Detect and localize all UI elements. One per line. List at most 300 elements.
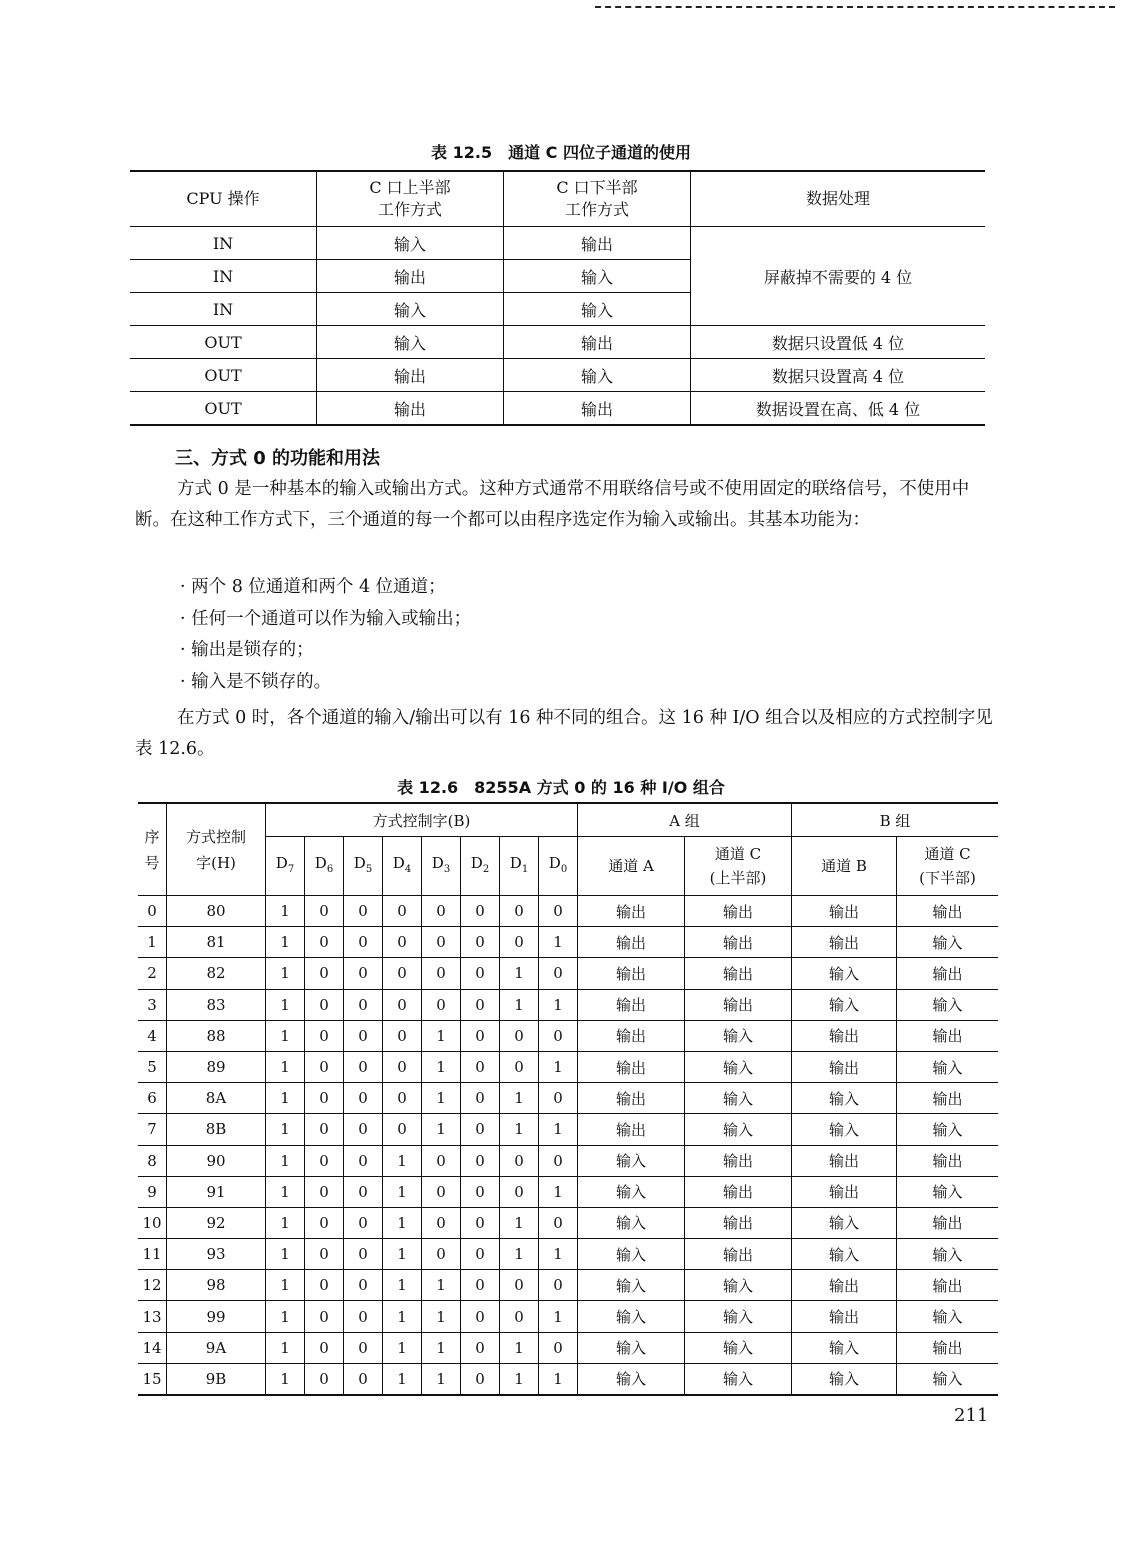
table-cell: 0	[305, 1114, 344, 1145]
table-cell: 输入	[792, 1363, 897, 1395]
bit-letter: D	[392, 853, 405, 872]
bit-index: 2	[482, 863, 490, 875]
table-cell: 0	[344, 1207, 383, 1238]
table-cell: 5	[138, 1051, 167, 1082]
table-cell: 输入	[578, 1363, 685, 1395]
table-cell: 90	[167, 1145, 266, 1176]
bit-index: 6	[326, 863, 334, 875]
table-cell: 输出	[685, 896, 792, 927]
header-c-upper	[317, 171, 504, 227]
table-cell: 9A	[167, 1332, 266, 1363]
table-cell: 1	[500, 958, 539, 989]
table-cell: 0	[500, 1176, 539, 1207]
table-cell: 输入	[897, 1301, 999, 1332]
table-cell: 0	[461, 1239, 500, 1270]
table-cell: 1	[500, 1114, 539, 1145]
table-cell: 0	[461, 1145, 500, 1176]
table-cell: 输入	[897, 927, 999, 958]
table-cell: 92	[167, 1207, 266, 1238]
header-bit	[461, 837, 500, 896]
table-cell: 输入	[897, 989, 999, 1020]
list-item: · 两个 8 位通道和两个 4 位通道；	[180, 572, 471, 604]
table-cell: 输入	[897, 1114, 999, 1145]
table-cell: 1	[266, 1301, 305, 1332]
table-cell: OUT	[130, 392, 317, 426]
table-cell: 输入	[685, 1083, 792, 1114]
table-125-body	[130, 227, 985, 426]
table-cell: 0	[305, 896, 344, 927]
table-cell: 0	[305, 1363, 344, 1395]
table-cell: 0	[344, 1145, 383, 1176]
table-cell: 3	[138, 989, 167, 1020]
table-cell: 输入	[578, 1207, 685, 1238]
table-cell: 1	[539, 1363, 578, 1395]
table-cell: 1	[500, 1083, 539, 1114]
table-cell: 1	[266, 1239, 305, 1270]
table-cell: 0	[539, 896, 578, 927]
table-cell: 0	[344, 1114, 383, 1145]
header-seq-text: 序号	[144, 827, 160, 872]
table-cell: 0	[422, 1207, 461, 1238]
table-cell: 1	[422, 1083, 461, 1114]
header-c-lower-line2: 工作方式	[564, 200, 629, 219]
table-cell: 1	[422, 1020, 461, 1051]
table-cell: 输出	[792, 1145, 897, 1176]
table-cell: 输出	[897, 1020, 999, 1051]
table-row	[138, 1270, 998, 1301]
table-125-caption: 表 12.5 通道 C 四位子通道的使用	[431, 143, 691, 162]
table-cell: 0	[422, 1145, 461, 1176]
scan-dash-line	[595, 6, 1115, 8]
table-cell: 0	[461, 927, 500, 958]
bit-letter: D	[353, 853, 366, 872]
header-bit	[266, 837, 305, 896]
header-bit	[383, 837, 422, 896]
section-heading: 三、方式 0 的功能和用法	[175, 448, 381, 469]
table-row	[138, 1301, 998, 1332]
table-cell: 1	[422, 1270, 461, 1301]
page-number: 211	[954, 1405, 989, 1426]
table-cell: 输入	[897, 1051, 999, 1082]
table-cell: 15	[138, 1363, 167, 1395]
table-cell: 1	[422, 1301, 461, 1332]
table-cell: 0	[500, 896, 539, 927]
table-row	[138, 1083, 998, 1114]
list-item: · 任何一个通道可以作为输入或输出；	[180, 604, 471, 636]
table-cell: 0	[539, 1332, 578, 1363]
table-cell: 98	[167, 1270, 266, 1301]
table-cell: 0	[383, 1083, 422, 1114]
table-cell: 输出	[578, 896, 685, 927]
table-cell: 81	[167, 927, 266, 958]
table-row	[138, 896, 998, 927]
table-cell: 0	[305, 958, 344, 989]
table-cell: 0	[344, 896, 383, 927]
table-cell: 输出	[685, 1239, 792, 1270]
table-cell: 0	[305, 1239, 344, 1270]
table-cell: 0	[344, 1301, 383, 1332]
header-channel-c-lower-l1: 通道 C	[924, 845, 971, 863]
table-cell: 10	[138, 1207, 167, 1238]
table-cell: 1	[138, 927, 167, 958]
table-cell: 1	[383, 1239, 422, 1270]
table-cell: 输入	[685, 1270, 792, 1301]
table-cell: 2	[138, 958, 167, 989]
merged-data-note: 屏蔽掉不需要的 4 位	[691, 227, 986, 326]
bit-index: 7	[287, 863, 295, 875]
bit-index: 1	[521, 863, 529, 875]
table-cell: 1	[266, 927, 305, 958]
table-cell: 1	[500, 1207, 539, 1238]
header-channel-c-upper	[685, 837, 792, 896]
table-cell: 0	[383, 1051, 422, 1082]
table-cell: 输入	[578, 1270, 685, 1301]
table-cell: 输出	[685, 1207, 792, 1238]
list-item: · 输入是不锁存的。	[180, 667, 471, 699]
header-channel-c-lower	[897, 837, 999, 896]
table-cell: 输出	[897, 1083, 999, 1114]
table-cell: 输入	[792, 1083, 897, 1114]
table-cell: 0	[344, 1083, 383, 1114]
table-cell: 输出	[504, 227, 691, 260]
table-cell: 输入	[685, 1051, 792, 1082]
table-cell: 0	[422, 1176, 461, 1207]
table-125	[130, 170, 985, 426]
table-cell: 输入	[792, 989, 897, 1020]
table-cell: 1	[539, 989, 578, 1020]
feature-list	[180, 572, 471, 698]
table-cell: 0	[344, 1270, 383, 1301]
table-cell: 0	[461, 1114, 500, 1145]
table-cell: 1	[422, 1363, 461, 1395]
table-cell: 0	[383, 1020, 422, 1051]
table-cell: 1	[383, 1207, 422, 1238]
table-cell: 输出	[317, 392, 504, 426]
table-cell: 0	[305, 1207, 344, 1238]
table-cell: 1	[422, 1114, 461, 1145]
table-cell: 1	[266, 1114, 305, 1145]
table-cell: 1	[500, 1363, 539, 1395]
table-cell: 输入	[897, 1363, 999, 1395]
table-cell: IN	[130, 293, 317, 326]
table-cell: 1	[266, 1332, 305, 1363]
table-cell: 输入	[317, 293, 504, 326]
table-cell: 输出	[578, 1114, 685, 1145]
table-cell: 0	[539, 1270, 578, 1301]
table-cell: 6	[138, 1083, 167, 1114]
header-hex-text: 方式控制字(H)	[185, 827, 246, 872]
table-cell: 输出	[792, 896, 897, 927]
table-cell: 80	[167, 896, 266, 927]
table-cell: 输出	[504, 326, 691, 359]
table-cell: 输出	[685, 1176, 792, 1207]
table-cell: 0	[500, 1145, 539, 1176]
table-cell: 数据只设置低 4 位	[691, 326, 986, 359]
table-cell: 输入	[897, 1239, 999, 1270]
table-cell: 输入	[578, 1301, 685, 1332]
table-row	[138, 1114, 998, 1145]
table-row	[138, 1207, 998, 1238]
header-c-lower-line1: C 口下半部	[556, 178, 638, 197]
table-cell: 0	[461, 1083, 500, 1114]
bit-letter: D	[314, 853, 327, 872]
paragraph-mode0-combos: 在方式 0 时，各个通道的输入/输出可以有 16 种不同的组合。这 16 种 I/O 组合以及相应的方式控制字见表 12.6。	[135, 708, 993, 759]
table-row	[130, 227, 985, 260]
table-cell: 输入	[578, 1332, 685, 1363]
table-cell: 1	[383, 1270, 422, 1301]
table-cell: 输入	[792, 958, 897, 989]
table-cell: 0	[305, 1176, 344, 1207]
table-cell: 输出	[317, 260, 504, 293]
table-cell: OUT	[130, 359, 317, 392]
bit-index: 5	[365, 863, 373, 875]
table-row	[138, 927, 998, 958]
table-cell: 0	[305, 1145, 344, 1176]
table-cell: 1	[383, 1145, 422, 1176]
table-cell: 8	[138, 1145, 167, 1176]
table-cell: 1	[383, 1301, 422, 1332]
table-cell: 0	[461, 1020, 500, 1051]
table-cell: 1	[539, 1114, 578, 1145]
table-cell: 0	[344, 1176, 383, 1207]
bit-letter: D	[509, 853, 522, 872]
table-row	[138, 1239, 998, 1270]
table-cell: 0	[539, 1083, 578, 1114]
table-cell: 8A	[167, 1083, 266, 1114]
header-channel-c-lower-l2: (下半部)	[919, 869, 976, 887]
table-cell: 0	[305, 927, 344, 958]
table-126-body	[138, 896, 998, 1396]
bit-letter: D	[431, 853, 444, 872]
paragraph-mode0-intro: 方式 0 是一种基本的输入或输出方式。这种方式通常不用联络信号或不使用固定的联络信号，不使用中断。在这种工作方式下，三个通道的每一个都可以由程序选定作为输入或输出。其基本功能为：	[135, 479, 970, 530]
table-cell: 9	[138, 1176, 167, 1207]
table-cell: 0	[539, 1145, 578, 1176]
table-cell: 9B	[167, 1363, 266, 1395]
table-row	[138, 989, 998, 1020]
header-channel-c-upper-l2: (上半部)	[709, 869, 767, 887]
header-binary: 方式控制字(B)	[266, 803, 578, 837]
table-cell: 0	[539, 1020, 578, 1051]
bit-letter: D	[275, 853, 288, 872]
table-cell: 输入	[504, 260, 691, 293]
table-cell: 输出	[897, 1145, 999, 1176]
table-cell: 82	[167, 958, 266, 989]
table-cell: 0	[539, 958, 578, 989]
table-cell: 0	[461, 1176, 500, 1207]
table-cell: 8B	[167, 1114, 266, 1145]
table-cell: 0	[383, 1114, 422, 1145]
table-cell: 1	[383, 1176, 422, 1207]
table-cell: IN	[130, 260, 317, 293]
table-cell: 输入	[317, 227, 504, 260]
table-row	[138, 1332, 998, 1363]
table-cell: 输入	[578, 1176, 685, 1207]
table-cell: 1	[539, 1239, 578, 1270]
header-hex	[167, 803, 266, 896]
table-cell: IN	[130, 227, 317, 260]
table-cell: 输入	[685, 1363, 792, 1395]
table-cell: 0	[344, 958, 383, 989]
table-cell: 0	[344, 989, 383, 1020]
header-c-lower	[504, 171, 691, 227]
header-channel-c-upper-l1: 通道 C	[714, 845, 762, 863]
table-cell: 1	[266, 958, 305, 989]
header-group-b: B 组	[792, 803, 999, 837]
table-cell: 0	[344, 1020, 383, 1051]
table-cell: 1	[500, 1239, 539, 1270]
table-cell: 0	[461, 1207, 500, 1238]
table-cell: 0	[305, 1020, 344, 1051]
table-cell: 12	[138, 1270, 167, 1301]
table-cell: 14	[138, 1332, 167, 1363]
table-cell: 0	[461, 1051, 500, 1082]
table-row	[138, 1176, 998, 1207]
bit-letter: D	[470, 853, 483, 872]
table-cell: 0	[461, 1363, 500, 1395]
table-cell: 0	[305, 1270, 344, 1301]
header-c-upper-line2: 工作方式	[377, 200, 442, 219]
table-cell: 0	[461, 896, 500, 927]
header-channel-b: 通道 B	[792, 837, 897, 896]
table-cell: 1	[539, 1176, 578, 1207]
table-cell: 输出	[578, 1083, 685, 1114]
table-cell: 99	[167, 1301, 266, 1332]
table-row	[130, 359, 985, 392]
table-cell: 91	[167, 1176, 266, 1207]
table-cell: 输入	[792, 1207, 897, 1238]
table-cell: 输出	[685, 989, 792, 1020]
table-cell: 输入	[685, 1332, 792, 1363]
bit-index: 3	[443, 863, 451, 875]
table-cell: 0	[344, 1051, 383, 1082]
table-cell: 输入	[504, 359, 691, 392]
table-cell: 0	[461, 1301, 500, 1332]
table-cell: 1	[500, 1332, 539, 1363]
table-row	[130, 392, 985, 426]
table-cell: 0	[422, 927, 461, 958]
table-cell: 输出	[792, 1051, 897, 1082]
table-cell: 1	[266, 1051, 305, 1082]
table-cell: 0	[461, 958, 500, 989]
table-cell: 0	[305, 1332, 344, 1363]
table-cell: 输出	[792, 1301, 897, 1332]
list-item: · 输出是锁存的；	[180, 635, 471, 667]
table-cell: 输入	[792, 1114, 897, 1145]
table-cell: 0	[344, 927, 383, 958]
table-cell: 输出	[578, 927, 685, 958]
table-cell: 0	[500, 1301, 539, 1332]
header-bit	[500, 837, 539, 896]
table-cell: 0	[500, 1270, 539, 1301]
table-cell: 输出	[685, 958, 792, 989]
table-cell: 0	[461, 989, 500, 1020]
header-cpu-op: CPU 操作	[130, 171, 317, 227]
table-cell: 输入	[792, 1332, 897, 1363]
table-cell: 1	[266, 1207, 305, 1238]
table-row	[138, 1051, 998, 1082]
table-cell: 输出	[897, 1332, 999, 1363]
table-row	[138, 1363, 998, 1395]
table-cell: 0	[305, 1051, 344, 1082]
table-cell: 0	[422, 896, 461, 927]
table-cell: 输入	[792, 1239, 897, 1270]
table-cell: OUT	[130, 326, 317, 359]
table-cell: 1	[266, 989, 305, 1020]
table-cell: 0	[422, 1239, 461, 1270]
table-cell: 0	[305, 1301, 344, 1332]
table-cell: 0	[344, 1363, 383, 1395]
table-cell: 0	[500, 1051, 539, 1082]
table-cell: 1	[383, 1363, 422, 1395]
header-data-handling: 数据处理	[691, 171, 986, 227]
header-bit	[305, 837, 344, 896]
table-cell: 1	[422, 1051, 461, 1082]
table-row	[138, 1145, 998, 1176]
table-cell: 输出	[897, 958, 999, 989]
header-bit	[422, 837, 461, 896]
table-cell: 数据设置在高、低 4 位	[691, 392, 986, 426]
table-cell: 输出	[792, 1020, 897, 1051]
table-row	[130, 326, 985, 359]
table-cell: 输入	[317, 326, 504, 359]
table-cell: 输出	[317, 359, 504, 392]
table-row	[138, 1020, 998, 1051]
table-cell: 0	[461, 1332, 500, 1363]
table-cell: 1	[266, 1176, 305, 1207]
table-cell: 输出	[578, 1020, 685, 1051]
table-cell: 输出	[792, 927, 897, 958]
table-cell: 输出	[792, 1270, 897, 1301]
table-cell: 4	[138, 1020, 167, 1051]
table-cell: 输出	[685, 927, 792, 958]
table-cell: 输入	[685, 1020, 792, 1051]
table-cell: 0	[138, 896, 167, 927]
table-cell: 输出	[578, 1051, 685, 1082]
table-cell: 输入	[504, 293, 691, 326]
bit-index: 4	[404, 863, 412, 875]
table-cell: 0	[500, 927, 539, 958]
table-cell: 1	[266, 1145, 305, 1176]
table-cell: 0	[383, 927, 422, 958]
table-cell: 1	[539, 1051, 578, 1082]
table-cell: 1	[266, 1083, 305, 1114]
table-126-caption: 表 12.6 8255A 方式 0 的 16 种 I/O 组合	[397, 778, 725, 797]
table-cell: 1	[266, 1270, 305, 1301]
header-bit	[344, 837, 383, 896]
table-cell: 0	[383, 896, 422, 927]
table-cell: 11	[138, 1239, 167, 1270]
table-cell: 0	[344, 1239, 383, 1270]
table-126	[138, 802, 998, 1396]
table-cell: 0	[305, 989, 344, 1020]
header-channel-a: 通道 A	[578, 837, 685, 896]
table-cell: 0	[344, 1332, 383, 1363]
table-cell: 83	[167, 989, 266, 1020]
table-cell: 输出	[578, 989, 685, 1020]
table-cell: 输入	[578, 1145, 685, 1176]
header-c-upper-line1: C 口上半部	[369, 178, 451, 197]
header-seq	[138, 803, 167, 896]
table-row	[138, 958, 998, 989]
table-cell: 1	[266, 1363, 305, 1395]
table-cell: 89	[167, 1051, 266, 1082]
table-cell: 0	[422, 989, 461, 1020]
table-cell: 数据只设置高 4 位	[691, 359, 986, 392]
table-cell: 输出	[685, 1145, 792, 1176]
table-cell: 输入	[685, 1114, 792, 1145]
table-cell: 1	[539, 1301, 578, 1332]
table-cell: 1	[266, 896, 305, 927]
